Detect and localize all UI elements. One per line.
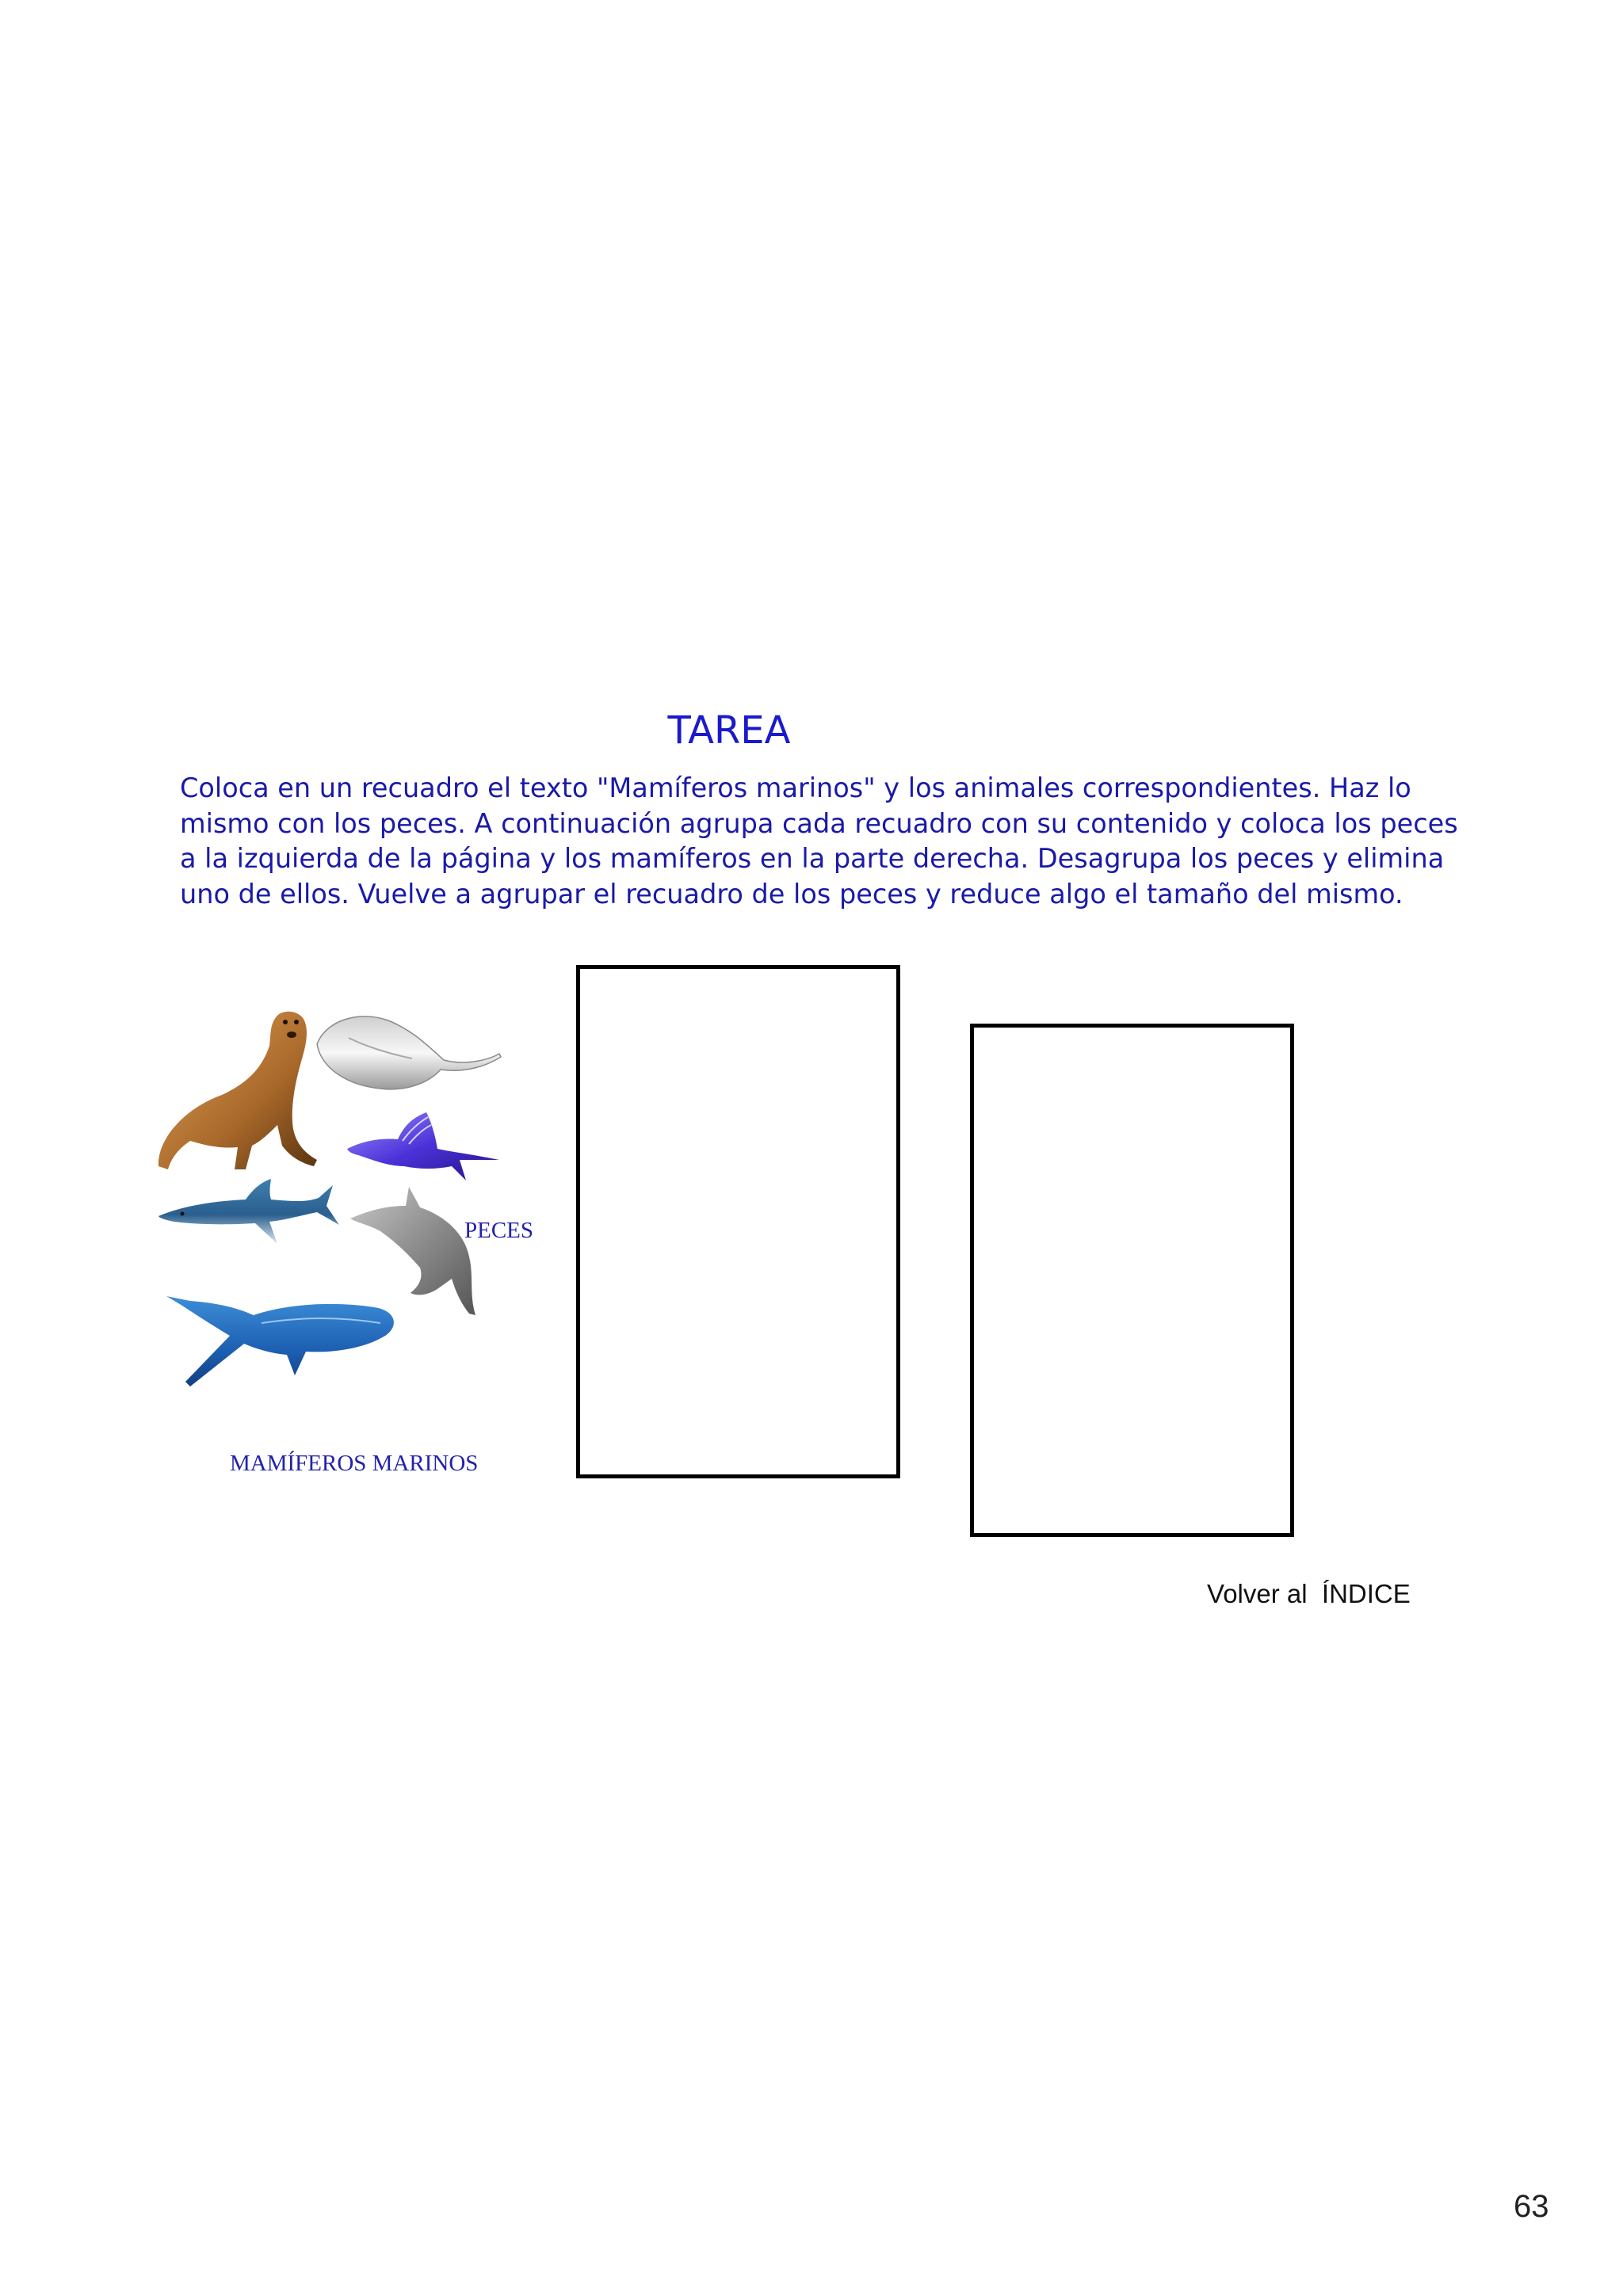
- back-to-index-link[interactable]: Volver al ÍNDICE: [1207, 1579, 1411, 1608]
- label-mamiferos-marinos: MAMÍFEROS MARINOS: [230, 1451, 479, 1476]
- task-instructions: Coloca en un recuadro el texto "Mamíferos marinos" y los animales correspondientes. Haz lo mismo con los peces. A continuación agrupa cada recuadro con su contenido y coloca los peces a la izquierda de la página y los mamíferos en la parte derecha. Desagrupa los peces y elimina uno de ellos. Vuelve a agrupar el recuadro de los peces y reduce algo el tamaño del mismo.: [180, 772, 1458, 910]
- swordfish-icon: [347, 1112, 499, 1180]
- empty-box-left[interactable]: [576, 965, 900, 1478]
- animals-illustration: [151, 990, 563, 1418]
- dolphin-icon: [350, 1187, 475, 1315]
- stingray-icon: [317, 1016, 501, 1089]
- shark-icon: [158, 1179, 339, 1244]
- page-title: TAREA: [667, 708, 791, 753]
- label-peces: PECES: [464, 1218, 534, 1243]
- whale-icon: [166, 1296, 394, 1386]
- sea-lion-icon: [158, 1012, 317, 1169]
- empty-box-right[interactable]: [970, 1024, 1294, 1537]
- page-number: 63: [1514, 2189, 1549, 2224]
